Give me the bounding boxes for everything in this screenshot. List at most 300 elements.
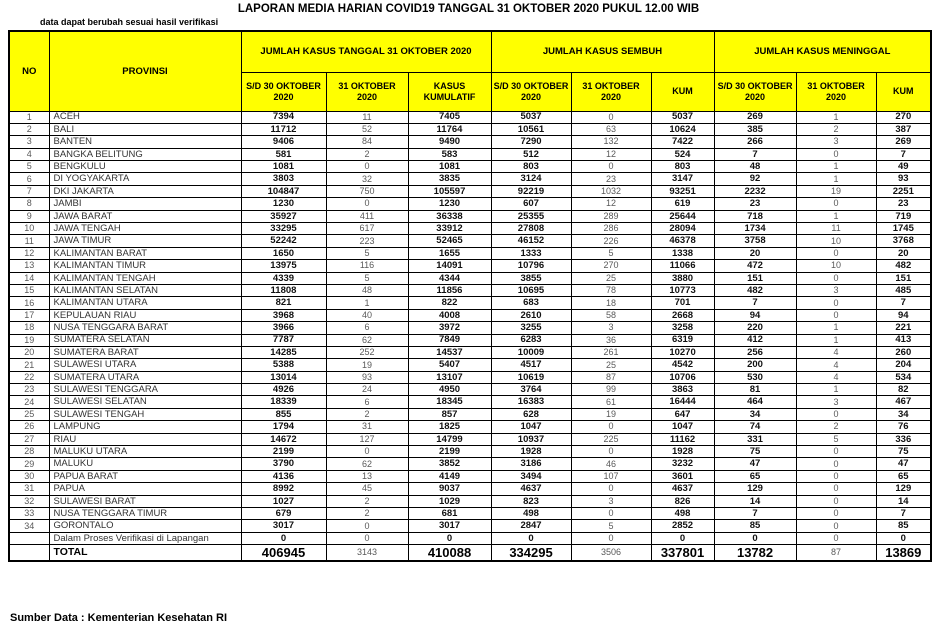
cell-value: 4 (796, 359, 876, 371)
cell-value: 413 (876, 334, 931, 346)
table-row (9, 470, 931, 482)
cell-no: 5 (9, 161, 49, 173)
cell-value: 269 (714, 111, 796, 123)
cell-value: 1745 (876, 223, 931, 235)
cell-value: 35927 (241, 210, 326, 222)
cell-value: 14 (714, 495, 796, 507)
cell-value: 4149 (408, 470, 491, 482)
cell-value: 822 (408, 297, 491, 309)
cell-no: 31 (9, 483, 49, 495)
cell-value: 1 (796, 173, 876, 185)
cell-value: 11 (326, 111, 408, 123)
cell-value: 14091 (408, 260, 491, 272)
cell-value: 0 (326, 520, 408, 532)
cell-value: 2 (326, 495, 408, 507)
cell-value: 9406 (241, 136, 326, 148)
cell-value: 74 (714, 421, 796, 433)
cell-provinsi: JAWA TENGAH (49, 223, 241, 235)
table-row (9, 185, 931, 197)
cell-no: 15 (9, 284, 49, 296)
cell-no: 34 (9, 520, 49, 532)
cell-value: 2232 (714, 185, 796, 197)
cell-provinsi: SUMATERA BARAT (49, 346, 241, 358)
cell-value: 1081 (408, 161, 491, 173)
cell-value: 0 (796, 520, 876, 532)
cell-value: 4344 (408, 272, 491, 284)
cell-value: 464 (714, 396, 796, 408)
cell-provinsi: BANTEN (49, 136, 241, 148)
cell-value: 3494 (491, 470, 571, 482)
cell-value: 63 (571, 123, 651, 135)
table-row (9, 346, 931, 358)
cell-value: 683 (491, 297, 571, 309)
cell-value: 19 (796, 185, 876, 197)
cell-no: 18 (9, 322, 49, 334)
table-row (9, 483, 931, 495)
cell-provinsi: KALIMANTAN TIMUR (49, 260, 241, 272)
cell-value: 5 (796, 433, 876, 445)
cell-value: 2251 (876, 185, 931, 197)
cell-value: 485 (876, 284, 931, 296)
cell-value: 127 (326, 433, 408, 445)
cell-value: 0 (571, 532, 651, 544)
col-header-kasus-hari: 31 OKTOBER 2020 (326, 72, 408, 111)
cell-no: 26 (9, 421, 49, 433)
cell-no: 11 (9, 235, 49, 247)
cell-value: 10773 (651, 284, 714, 296)
cell-provinsi: NUSA TENGGARA TIMUR (49, 508, 241, 520)
cell-value: 132 (571, 136, 651, 148)
cell-value: 1650 (241, 247, 326, 259)
cell-value: 3966 (241, 322, 326, 334)
cell-value: 5 (571, 247, 651, 259)
cell-value: 0 (876, 532, 931, 544)
cell-value: 7 (876, 148, 931, 160)
cell-provinsi: RIAU (49, 433, 241, 445)
cell-no: 28 (9, 446, 49, 458)
cell-value: 0 (241, 532, 326, 544)
table-row (9, 198, 931, 210)
cell-value: 5 (326, 247, 408, 259)
cell-value: 7 (714, 508, 796, 520)
cell-value: 3232 (651, 458, 714, 470)
cell-value: 223 (326, 235, 408, 247)
cell-value: 252 (326, 346, 408, 358)
cell-no: 24 (9, 396, 49, 408)
cell-value: 3764 (491, 384, 571, 396)
cell-no: 23 (9, 384, 49, 396)
cell-value: 269 (876, 136, 931, 148)
cell-value: 82 (876, 384, 931, 396)
col-header-meninggal-hari: 31 OKTOBER 2020 (796, 72, 876, 111)
cell-value: 221 (876, 322, 931, 334)
cell-value: 3017 (408, 520, 491, 532)
cell-value: 6283 (491, 334, 571, 346)
verification-note: data dapat berubah sesuai hasil verifikasi (40, 17, 219, 27)
cell-value: 52465 (408, 235, 491, 247)
cell-value: 4637 (491, 483, 571, 495)
cell-value: 65 (876, 470, 931, 482)
cell-value: 1928 (491, 446, 571, 458)
cell-provinsi: KEPULAUAN RIAU (49, 309, 241, 321)
cell-value: 679 (241, 508, 326, 520)
cell-provinsi: KALIMANTAN TENGAH (49, 272, 241, 284)
cell-value: 9037 (408, 483, 491, 495)
cell-value: 6 (326, 396, 408, 408)
cell-value: 534 (876, 371, 931, 383)
cell-value: 61 (571, 396, 651, 408)
cell-value: 270 (876, 111, 931, 123)
cell-value: 617 (326, 223, 408, 235)
cell-total-value: 334295 (491, 545, 571, 561)
cell-value: 530 (714, 371, 796, 383)
cell-total-value: 410088 (408, 545, 491, 561)
table-row (9, 421, 931, 433)
cell-no: 30 (9, 470, 49, 482)
cell-value: 3601 (651, 470, 714, 482)
cell-value: 0 (796, 483, 876, 495)
table-row (9, 359, 931, 371)
cell-total-value: 87 (796, 545, 876, 561)
table-row (9, 247, 931, 259)
cell-value: 58 (571, 309, 651, 321)
cell-provinsi: KALIMANTAN UTARA (49, 297, 241, 309)
cell-value: 0 (571, 446, 651, 458)
table-row (9, 148, 931, 160)
cell-value: 498 (491, 508, 571, 520)
col-header-kasus-kum: KASUS KUMULATIF (408, 72, 491, 111)
cell-provinsi: PAPUA BARAT (49, 470, 241, 482)
cell-value: 0 (651, 532, 714, 544)
cell-value: 10695 (491, 284, 571, 296)
cell-value: 3863 (651, 384, 714, 396)
col-header-sembuh-kum: KUM (651, 72, 714, 111)
cell-value: 18339 (241, 396, 326, 408)
cell-value: 1928 (651, 446, 714, 458)
cell-no: 25 (9, 408, 49, 420)
cell-value: 7787 (241, 334, 326, 346)
cell-value: 27808 (491, 223, 571, 235)
cell-value: 10706 (651, 371, 714, 383)
cell-no: 29 (9, 458, 49, 470)
cell-value: 99 (571, 384, 651, 396)
cell-total-label: TOTAL (49, 545, 241, 561)
cell-value: 1794 (241, 421, 326, 433)
cell-value: 92219 (491, 185, 571, 197)
cell-value: 7 (714, 297, 796, 309)
cell-value: 826 (651, 495, 714, 507)
cell-value: 6319 (651, 334, 714, 346)
cell-value: 28094 (651, 223, 714, 235)
table-row (9, 161, 931, 173)
cell-value: 1 (796, 210, 876, 222)
cell-value: 1 (796, 322, 876, 334)
table-row (9, 111, 931, 123)
cell-no: 22 (9, 371, 49, 383)
cell-value: 19 (571, 408, 651, 420)
cell-value: 803 (491, 161, 571, 173)
cell-value: 11808 (241, 284, 326, 296)
cell-value: 0 (796, 470, 876, 482)
cell-provinsi: JAWA TIMUR (49, 235, 241, 247)
cell-value: 20 (714, 247, 796, 259)
cell-value: 10 (796, 260, 876, 272)
cell-provinsi: PAPUA (49, 483, 241, 495)
cell-value: 12 (571, 148, 651, 160)
table-row (9, 334, 931, 346)
cell-value: 336 (876, 433, 931, 445)
header-group-row (9, 31, 931, 72)
cell-value: 0 (571, 111, 651, 123)
cell-value: 36 (571, 334, 651, 346)
cell-value: 107 (571, 470, 651, 482)
cell-value: 270 (571, 260, 651, 272)
cell-value: 1 (796, 161, 876, 173)
cell-value: 0 (571, 508, 651, 520)
cell-value: 750 (326, 185, 408, 197)
cell-value: 0 (571, 421, 651, 433)
cell-value: 3186 (491, 458, 571, 470)
cell-value: 75 (876, 446, 931, 458)
cell-value: 85 (714, 520, 796, 532)
cell-total-value: 406945 (241, 545, 326, 561)
cell-value: 0 (571, 161, 651, 173)
cell-value: 11764 (408, 123, 491, 135)
cell-value: 10619 (491, 371, 571, 383)
cell-value: 681 (408, 508, 491, 520)
cell-value: 23 (571, 173, 651, 185)
cell-value: 92 (714, 173, 796, 185)
cell-value: 16383 (491, 396, 571, 408)
cell-value: 48 (326, 284, 408, 296)
cell-value: 2199 (241, 446, 326, 458)
cell-value: 2847 (491, 520, 571, 532)
cell-no: 19 (9, 334, 49, 346)
cell-provinsi: ACEH (49, 111, 241, 123)
cell-value: 151 (714, 272, 796, 284)
cell-value: 14 (876, 495, 931, 507)
cell-value: 0 (796, 408, 876, 420)
cell-value: 2668 (651, 309, 714, 321)
table-row (9, 223, 931, 235)
cell-no: 17 (9, 309, 49, 321)
table-row (9, 458, 931, 470)
covid-report-table (8, 30, 932, 562)
cell-value: 52242 (241, 235, 326, 247)
cell-no: 16 (9, 297, 49, 309)
cell-value: 10270 (651, 346, 714, 358)
cell-value: 10009 (491, 346, 571, 358)
cell-value: 7 (876, 508, 931, 520)
cell-value: 14285 (241, 346, 326, 358)
table-row (9, 272, 931, 284)
cell-provinsi: SULAWESI SELATAN (49, 396, 241, 408)
cell-value: 1734 (714, 223, 796, 235)
cell-value: 129 (876, 483, 931, 495)
cell-value: 0 (796, 297, 876, 309)
table-row (9, 384, 931, 396)
table-row (9, 508, 931, 520)
cell-value: 2 (796, 421, 876, 433)
cell-value: 226 (571, 235, 651, 247)
cell-no: 3 (9, 136, 49, 148)
cell-value: 11066 (651, 260, 714, 272)
cell-value: 25 (571, 359, 651, 371)
cell-value: 512 (491, 148, 571, 160)
cell-value: 1 (796, 384, 876, 396)
cell-value: 94 (714, 309, 796, 321)
cell-value: 3 (796, 284, 876, 296)
cell-value: 116 (326, 260, 408, 272)
cell-value: 581 (241, 148, 326, 160)
cell-value: 33912 (408, 223, 491, 235)
cell-value: 3758 (714, 235, 796, 247)
cell-value: 4136 (241, 470, 326, 482)
cell-value: 7849 (408, 334, 491, 346)
cell-value: 14799 (408, 433, 491, 445)
cell-total-value: 13782 (714, 545, 796, 561)
col-header-no: NO (9, 31, 49, 111)
cell-provinsi: KALIMANTAN BARAT (49, 247, 241, 259)
cell-value: 31 (326, 421, 408, 433)
cell-value: 5 (571, 520, 651, 532)
cell-no: 12 (9, 247, 49, 259)
cell-provinsi: SULAWESI UTARA (49, 359, 241, 371)
cell-value: 14537 (408, 346, 491, 358)
cell-value: 256 (714, 346, 796, 358)
cell-value: 803 (651, 161, 714, 173)
cell-value: 719 (876, 210, 931, 222)
table-row (9, 284, 931, 296)
cell-value: 289 (571, 210, 651, 222)
cell-no: 20 (9, 346, 49, 358)
table-row (9, 433, 931, 445)
cell-value: 2610 (491, 309, 571, 321)
cell-value: 260 (876, 346, 931, 358)
table-row (9, 446, 931, 458)
cell-value: 78 (571, 284, 651, 296)
col-header-sembuh-hari: 31 OKTOBER 2020 (571, 72, 651, 111)
cell-value: 10 (796, 235, 876, 247)
table-row (9, 371, 931, 383)
cell-value: 823 (491, 495, 571, 507)
cell-value: 3790 (241, 458, 326, 470)
total-row (9, 545, 931, 561)
cell-no: 1 (9, 111, 49, 123)
cell-provinsi: BENGKULU (49, 161, 241, 173)
cell-value: 46 (571, 458, 651, 470)
cell-value: 1230 (241, 198, 326, 210)
cell-value: 40 (326, 309, 408, 321)
cell-value: 65 (714, 470, 796, 482)
cell-provinsi: SULAWESI TENGAH (49, 408, 241, 420)
cell-value: 1655 (408, 247, 491, 259)
data-source: Sumber Data : Kementerian Kesehatan RI (10, 612, 228, 624)
cell-value: 2 (326, 148, 408, 160)
cell-total-value: 13869 (876, 545, 931, 561)
cell-value: 1333 (491, 247, 571, 259)
table-row (9, 309, 931, 321)
cell-value: 5 (326, 272, 408, 284)
cell-value: 52 (326, 123, 408, 135)
cell-value: 3855 (491, 272, 571, 284)
cell-value: 18345 (408, 396, 491, 408)
cell-value: 583 (408, 148, 491, 160)
cell-value: 14672 (241, 433, 326, 445)
col-header-meninggal-kum: KUM (876, 72, 931, 111)
cell-value: 286 (571, 223, 651, 235)
cell-value: 855 (241, 408, 326, 420)
table-body (9, 111, 931, 561)
cell-provinsi: SUMATERA SELATAN (49, 334, 241, 346)
cell-no: 33 (9, 508, 49, 520)
cell-value: 3803 (241, 173, 326, 185)
cell-value: 13975 (241, 260, 326, 272)
cell-value: 3017 (241, 520, 326, 532)
cell-value: 87 (571, 371, 651, 383)
cell-value: 12 (571, 198, 651, 210)
cell-value: 385 (714, 123, 796, 135)
cell-value: 2 (796, 123, 876, 135)
cell-value: 1230 (408, 198, 491, 210)
cell-value: 105597 (408, 185, 491, 197)
cell-value: 23 (876, 198, 931, 210)
cell-value: 0 (326, 446, 408, 458)
cell-value: 411 (326, 210, 408, 222)
table-row (9, 210, 931, 222)
cell-value: 2 (326, 408, 408, 420)
cell-value: 93 (326, 371, 408, 383)
cell-value: 45 (326, 483, 408, 495)
cell-provinsi: SULAWESI BARAT (49, 495, 241, 507)
cell-value: 1825 (408, 421, 491, 433)
table-row (9, 123, 931, 135)
cell-value: 47 (876, 458, 931, 470)
cell-value: 24 (326, 384, 408, 396)
cell-value: 13014 (241, 371, 326, 383)
cell-value: 857 (408, 408, 491, 420)
cell-value: 3 (571, 495, 651, 507)
cell-value: 4950 (408, 384, 491, 396)
cell-value: 0 (796, 198, 876, 210)
cell-no: 2 (9, 123, 49, 135)
cell-value: 34 (876, 408, 931, 420)
cell-value: 261 (571, 346, 651, 358)
cell-value: 1 (796, 334, 876, 346)
cell-value: 49 (876, 161, 931, 173)
cell-value: 1032 (571, 185, 651, 197)
cell-value: 11 (796, 223, 876, 235)
cell-value: 10561 (491, 123, 571, 135)
table-row (9, 532, 931, 544)
cell-value: 94 (876, 309, 931, 321)
cell-total-value: 337801 (651, 545, 714, 561)
page-title: LAPORAN MEDIA HARIAN COVID19 TANGGAL 31 OKTOBER 2020 PUKUL 12.00 WIB (237, 3, 700, 15)
cell-value: 482 (714, 284, 796, 296)
cell-provinsi: KALIMANTAN SELATAN (49, 284, 241, 296)
cell-provinsi: BALI (49, 123, 241, 135)
cell-value: 7 (876, 297, 931, 309)
cell-value: 628 (491, 408, 571, 420)
cell-no (9, 532, 49, 544)
cell-value: 20 (876, 247, 931, 259)
cell-provinsi: JAWA BARAT (49, 210, 241, 222)
cell-value: 4 (796, 371, 876, 383)
cell-value: 5037 (651, 111, 714, 123)
table-row (9, 396, 931, 408)
cell-provinsi: SUMATERA UTARA (49, 371, 241, 383)
cell-value: 3972 (408, 322, 491, 334)
